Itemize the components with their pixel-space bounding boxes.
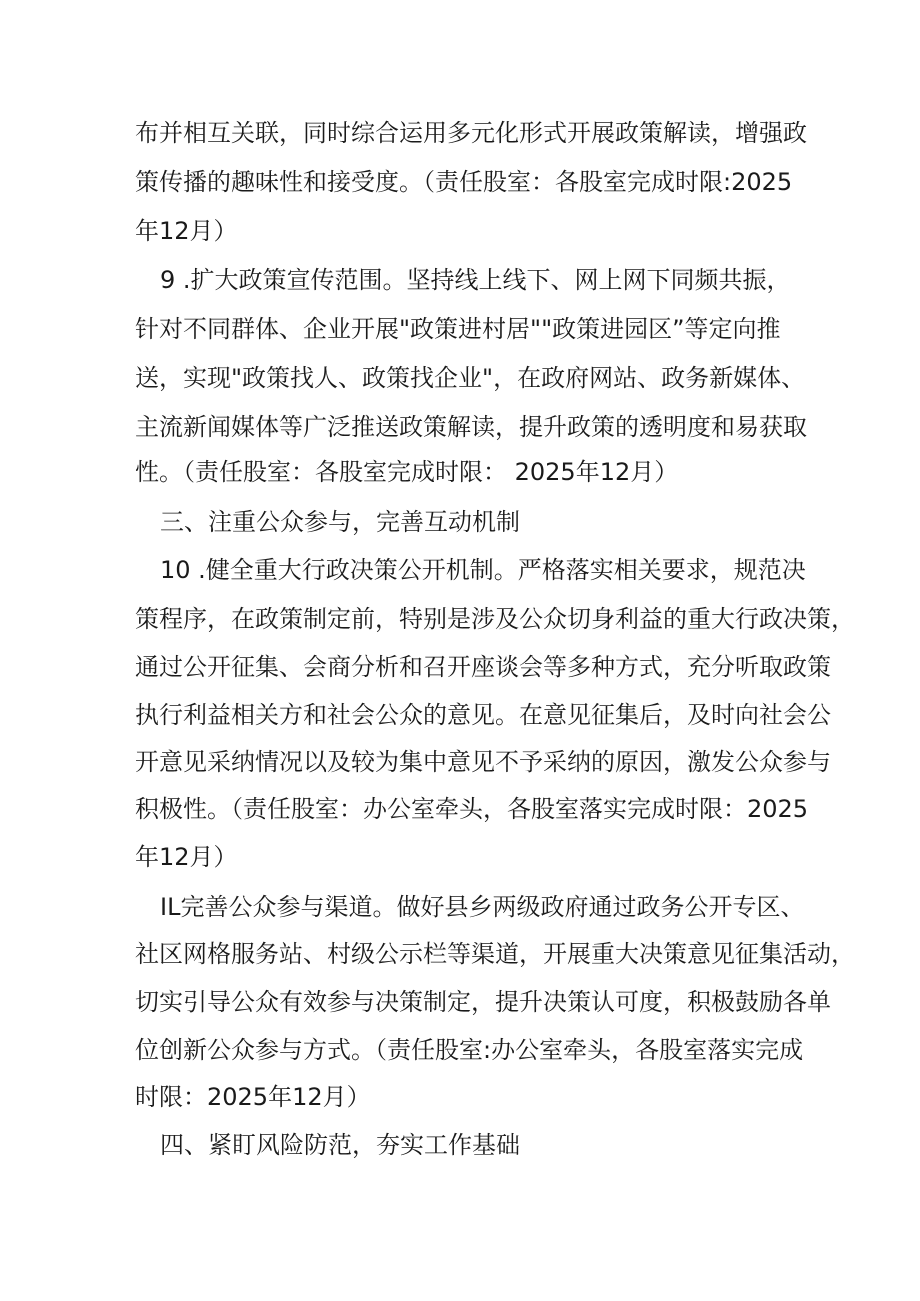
section-heading: 四、紧盯风险防范，夯实工作基础 xyxy=(160,1131,520,1159)
paragraph-line: 通过公开征集、会商分析和召开座谈会等多种方式，充分听取政策 xyxy=(135,653,831,681)
paragraph-line: 切实引导公众有效参与决策制定，提升决策认可度，积极鼓励各单 xyxy=(135,988,831,1016)
paragraph-line: 策程序，在政策制定前，特别是涉及公众切身利益的重大行政决策， xyxy=(135,605,855,633)
paragraph-line: 主流新闻媒体等广泛推送政策解读，提升政策的透明度和易获取 xyxy=(135,413,807,441)
paragraph-line: 针对不同群体、企业开展"政策进村居""政策进园区”等定向推 xyxy=(135,315,781,343)
paragraph-line: 10 .健全重大行政决策公开机制。严格落实相关要求，规范决 xyxy=(160,556,806,584)
paragraph-line: 位创新公众参与方式。（责任股室:办公室牵头，各股室落实完成 xyxy=(135,1036,804,1064)
paragraph-line: 执行利益相关方和社会公众的意见。在意见征集后，及时向社会公 xyxy=(135,701,831,729)
paragraph-line: 送，实现"政策找人、政策找企业"，在政府网站、政务新媒体、 xyxy=(135,364,806,392)
paragraph-line: 布并相互关联，同时综合运用多元化形式开展政策解读，增强政 xyxy=(135,119,807,147)
paragraph-line: 性。（责任股室：各股室完成时限： 2025年12月） xyxy=(135,458,679,486)
section-heading: 三、注重公众参与，完善互动机制 xyxy=(160,508,520,536)
paragraph-line: 策传播的趣味性和接受度。（责任股室：各股室完成时限:2025 xyxy=(135,168,793,196)
paragraph-line: 9 .扩大政策宣传范围。坚持线上线下、网上网下同频共振， xyxy=(160,266,791,294)
paragraph-line: 社区网格服务站、村级公示栏等渠道，开展重大决策意见征集活动， xyxy=(135,940,855,968)
paragraph-line: IL完善公众参与渠道。做好县乡两级政府通过政务公开专区、 xyxy=(160,893,805,921)
paragraph-line: 积极性。（责任股室：办公室牵头，各股室落实完成时限：2025 xyxy=(135,795,809,823)
paragraph-line: 年12月） xyxy=(135,843,238,871)
paragraph-line: 年12月） xyxy=(135,217,238,245)
paragraph-line: 开意见采纳情况以及较为集中意见不予采纳的原因，激发公众参与 xyxy=(135,748,831,776)
paragraph-line: 时限：2025年12月） xyxy=(135,1083,371,1111)
